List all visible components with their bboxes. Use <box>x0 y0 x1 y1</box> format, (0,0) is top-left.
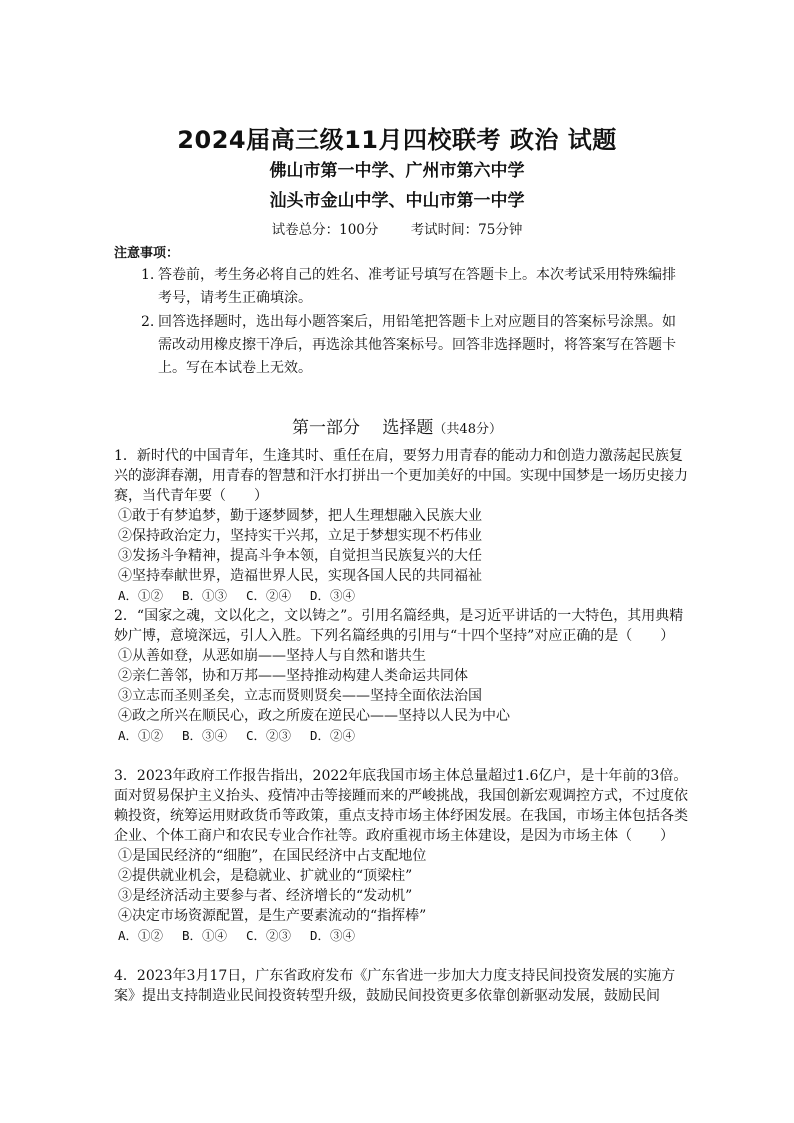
exam-time: 考试时间：75分钟 <box>410 222 523 238</box>
question-option: ④坚持奉献世界，造福世界人民，实现各国人民的共同福祉 <box>118 568 482 584</box>
notice-item-text: 回答选择题时，选出每小题答案后，用铅笔把答题卡上对应题目的答案标号涂黑。如需改动用橡皮擦干净后，再选涂其他答案标号。回答非选择题时，将答案写在答题卡上。写在本试卷上无效。 <box>158 314 676 376</box>
choice-a: A．①② <box>118 928 164 943</box>
question-option: ②提供就业机会，是稳就业、扩就业的“顶梁柱” <box>118 868 413 884</box>
exam-title: 2024届高三级11月四校联考 政治 试题 <box>177 126 617 154</box>
notice-heading: 注意事项： <box>114 246 180 261</box>
notice-item-text: 答卷前，考生务必将自己的姓名、准考证号填写在答题卡上。本次考试采用特殊编排考号，请考生正确填涂。 <box>158 267 676 306</box>
answer-choices <box>114 726 689 746</box>
question-stem: 2．“国家之魂，文以化之，文以铸之”。引用名篇经典，是习近平讲话的一大特色，其用典精妙广博，意境深远，引人入胜。下列名篇经典的引用与“十四个坚持”对应正确的是（ ） <box>114 608 684 644</box>
answer-choices <box>114 926 689 946</box>
choice-d: D．③④ <box>310 928 356 943</box>
question-option: ③是经济活动主要参与者、经济增长的“发动机” <box>118 888 413 904</box>
question-2 <box>114 606 689 746</box>
schools-line-1: 佛山市第一中学、广州市第六中学 <box>269 161 525 181</box>
total-score: 试卷总分：100分 <box>271 222 379 238</box>
notice-item-number: 1. <box>141 267 155 283</box>
question-option: ①是国民经济的“细胞”，在国民经济中占支配地位 <box>118 848 427 864</box>
answer-choices <box>114 586 689 606</box>
choice-d: D．③④ <box>310 588 356 603</box>
question-option: ②亲仁善邻，协和万邦——坚持推动构建人类命运共同体 <box>118 668 468 684</box>
choice-c: C．②③ <box>246 728 292 743</box>
choice-b: B．③④ <box>182 728 228 743</box>
choice-a: A．①② <box>118 588 164 603</box>
notice-item-number: 2. <box>141 314 155 330</box>
question-4 <box>114 966 689 1006</box>
question-option: ①敢于有梦追梦，勤于逐梦圆梦，把人生理想融入民族大业 <box>118 508 482 524</box>
question-stem: 1．新时代的中国青年，生逢其时、重任在肩，要努力用青春的能动力和创造力激荡起民族复兴的澎湃春潮，用青春的智慧和汗水打拼出一个更加美好的中国。实现中国梦是一场历史接力赛，当代青年要（ ） <box>114 448 688 504</box>
choice-b: B．①③ <box>182 588 228 603</box>
choice-d: D．②④ <box>310 728 356 743</box>
exam-info <box>0 218 794 238</box>
choice-c: C．②③ <box>246 928 292 943</box>
question-stem: 4．2023年3月17日，广东省政府发布《广东省进一步加大力度支持民间投资发展的实施方案》提出支持制造业民间投资转型升级，鼓励民间投资更多依靠创新驱动发展，鼓励民间 <box>114 968 676 1004</box>
notice-item-1 <box>141 264 686 310</box>
section-heading <box>0 413 794 438</box>
section-title: 第一部分 选择题 <box>292 418 434 438</box>
section-score: （共48分） <box>433 422 502 437</box>
choice-b: B．①④ <box>182 928 228 943</box>
schools-line-2: 汕头市金山中学、中山市第一中学 <box>269 191 525 211</box>
choice-a: A．①② <box>118 728 164 743</box>
notice-item-2 <box>141 311 686 380</box>
question-option: ④政之所兴在顺民心，政之所废在逆民心——坚持以人民为中心 <box>118 708 510 724</box>
question-option: ③发扬斗争精神，提高斗争本领，自觉担当民族复兴的大任 <box>118 548 482 564</box>
question-3 <box>114 766 689 946</box>
question-1 <box>114 446 689 606</box>
question-option: ③立志而圣则圣矣，立志而贤则贤矣——坚持全面依法治国 <box>118 688 482 704</box>
question-option: ①从善如登，从恶如崩——坚持人与自然和谐共生 <box>118 648 426 664</box>
question-stem: 3．2023年政府工作报告指出，2022年底我国市场主体总量超过1.6亿户，是十年前的3倍。面对贸易保护主义抬头、疫情冲击等接踵而来的严峻挑战，我国创新宏观调控方式，不过度依赖投资，统筹运用财政货币等政策，重点支持市场主体纾困发展。在我国，市场主体包括各类企业、个体工商户和农民专业合作社等。政府重视市场主体建设，是因为市场主体（ ） <box>114 768 688 844</box>
question-option: ④决定市场资源配置，是生产要素流动的“指挥棒” <box>118 908 427 924</box>
question-option: ②保持政治定力，坚持实干兴邦，立足于梦想实现不朽伟业 <box>118 528 482 544</box>
choice-c: C．②④ <box>246 588 292 603</box>
